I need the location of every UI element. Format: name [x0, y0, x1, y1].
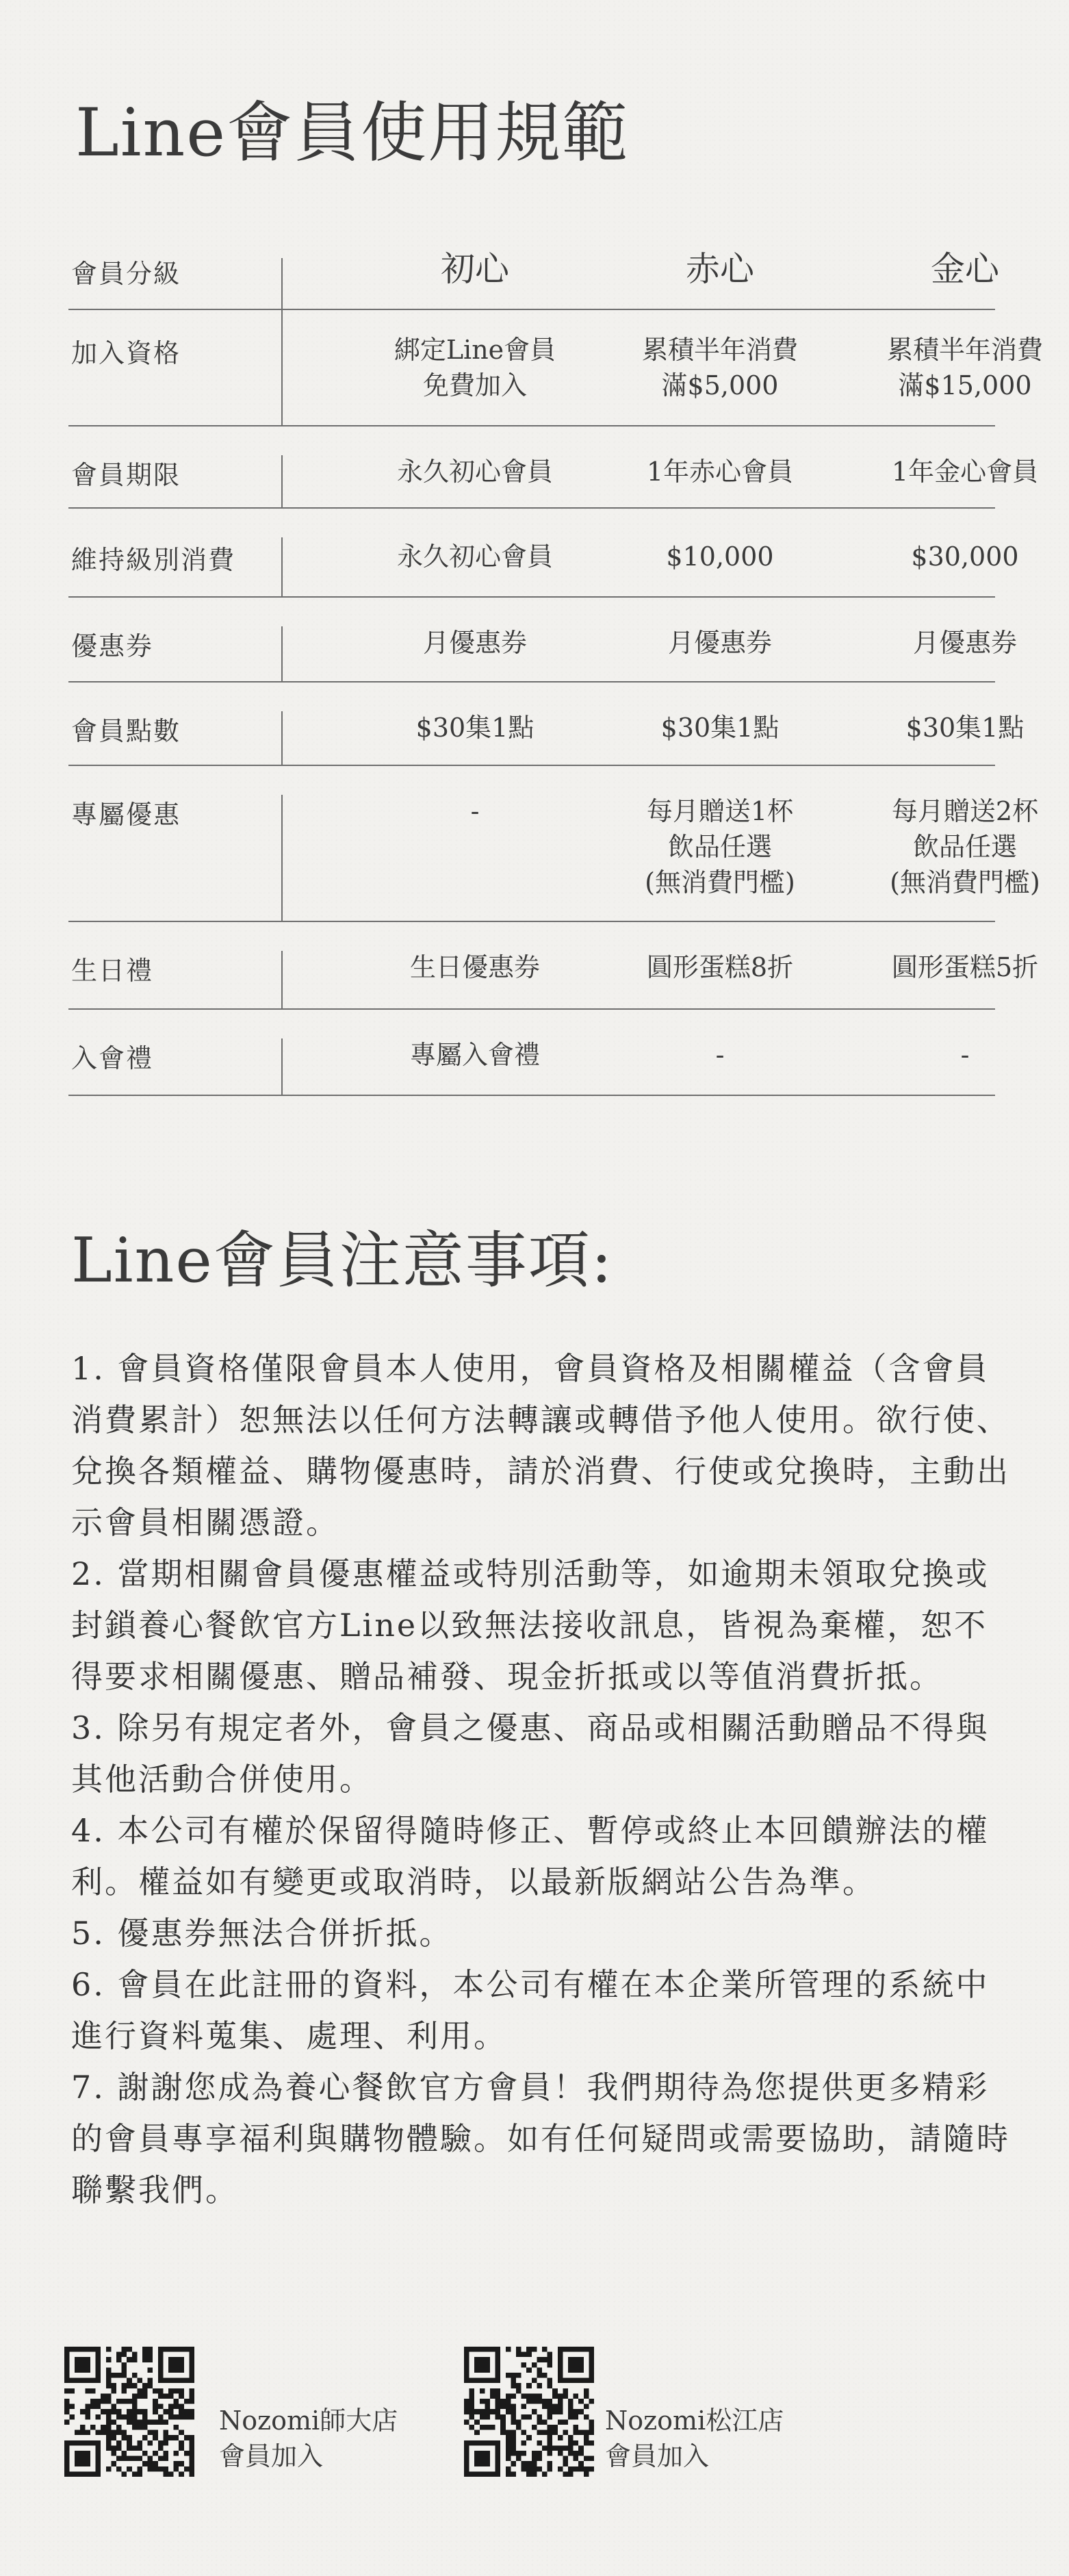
table-header-row [68, 229, 999, 310]
tier-cell [597, 793, 843, 900]
tier-cell [842, 793, 1069, 900]
cell-line: (無消費門檻) [890, 867, 1040, 897]
store-name: Nozomi師大店 [219, 2406, 398, 2436]
qr-action: 會員加入 [605, 2441, 710, 2471]
tier-cell [842, 332, 1069, 403]
cell-line: 月優惠券 [667, 628, 772, 658]
membership-table [68, 229, 1043, 1096]
row-label: 會員點數 [71, 716, 181, 746]
note-item: 2. 當期相關會員優惠權益或特別活動等，如逾期未領取兌換或封鎖養心餐飲官方Line以致無法接收訊息，皆視為棄權，恕不得要求相關優惠、贈品補發、現金折抵或以等值消費折抵。 [71, 1555, 990, 1695]
page-title: Line會員使用規範 [75, 94, 630, 171]
tier-cell [352, 793, 598, 829]
notes-title: Line會員注意事項: [71, 1225, 614, 1297]
row-label: 優惠券 [71, 631, 154, 661]
cell-line: 永久初心會員 [396, 541, 553, 572]
cell-line: - [960, 1040, 970, 1070]
cell-line: 專屬入會禮 [409, 1040, 540, 1070]
note-item: 4. 本公司有權於保留得隨時修正、暫停或終止本回饋辦法的權利。權益如有變更或取消時，以最新版網站公告為準。 [71, 1812, 990, 1900]
tier-cell [597, 1037, 843, 1073]
tier-cell [352, 1037, 598, 1073]
qr-action: 會員加入 [219, 2441, 324, 2471]
tier-cell [597, 949, 843, 985]
table-row [68, 922, 1039, 1010]
note-item: 7. 謝謝您成為養心餐飲官方會員！我們期待為您提供更多精彩的會員專享福利與購物體驗。如有任何疑問或需要協助，請隨時聯繫我們。 [71, 2069, 1010, 2208]
tier-cell [597, 710, 843, 745]
cell-line: 滿$5,000 [661, 370, 779, 400]
cell-line: 1年赤心會員 [646, 457, 794, 487]
table-row [68, 426, 1039, 509]
cell-line: 免費加入 [422, 370, 527, 400]
note-item: 3. 除另有規定者外，會員之優惠、商品或相關活動贈品不得與其他活動合併使用。 [71, 1709, 990, 1798]
cell-line: 滿$15,000 [898, 370, 1032, 400]
row-label: 生日禮 [71, 956, 154, 986]
note-item: 5. 優惠券無法合併折抵。 [71, 1915, 453, 1952]
cell-line: 月優惠券 [422, 628, 527, 658]
cell-line: $10,000 [666, 541, 774, 572]
tier-cell [597, 454, 843, 489]
tier-cell [842, 949, 1069, 985]
qr-label [605, 2403, 784, 2474]
notes-list [71, 1343, 1013, 2216]
row-label: 入會禮 [71, 1043, 154, 1073]
tier-name: 赤心 [686, 249, 754, 289]
table-row [68, 310, 1043, 426]
cell-line: 月優惠券 [912, 628, 1017, 658]
tier-cell [842, 625, 1069, 661]
table-row [68, 766, 1040, 922]
cell-line: $30集1點 [415, 713, 534, 743]
tier-cell [352, 710, 598, 745]
row-label: 專屬優惠 [71, 800, 181, 830]
cell-line: 永久初心會員 [396, 457, 553, 487]
tier-cell [352, 949, 598, 985]
cell-line: 綁定Line會員 [394, 335, 556, 365]
cell-line: $30集1點 [660, 713, 780, 743]
row-label: 維持級別消費 [71, 545, 236, 575]
tier-cell [842, 454, 1069, 489]
cell-line: 圓形蛋糕8折 [646, 952, 794, 982]
cell-line: (無消費門檻) [645, 867, 795, 897]
table-row [68, 598, 1017, 683]
table-row [68, 683, 1025, 766]
cell-line: 生日優惠券 [409, 952, 540, 982]
tier-cell [842, 710, 1069, 745]
cell-line: 每月贈送1杯 [646, 796, 794, 826]
table-row [68, 509, 1019, 598]
tier-cell [597, 332, 843, 403]
row-label: 會員期限 [71, 460, 181, 490]
tier-header-label: 會員分級 [71, 259, 181, 289]
cell-line: 累積半年消費 [886, 335, 1043, 365]
qr-code-icon[interactable] [464, 2347, 594, 2477]
cell-line: - [470, 796, 480, 826]
cell-line: 圓形蛋糕5折 [891, 952, 1039, 982]
tier-cell [842, 1037, 1069, 1073]
note-item: 6. 會員在此註冊的資料，本公司有權在本企業所管理的系統中進行資料蒐集、處理、利用。 [71, 1966, 990, 2054]
tier-cell [352, 539, 598, 574]
tier-cell [352, 625, 598, 661]
tier-cell [352, 454, 598, 489]
cell-line: 1年金心會員 [891, 457, 1039, 487]
cell-line: $30,000 [911, 541, 1019, 572]
cell-line: 飲品任選 [667, 832, 772, 862]
tier-cell [842, 539, 1069, 574]
cell-line: - [715, 1040, 725, 1070]
cell-line: 每月贈送2杯 [891, 796, 1039, 826]
qr-code-icon[interactable] [64, 2347, 194, 2477]
cell-line: 飲品任選 [912, 832, 1017, 862]
tier-cell [352, 332, 598, 403]
table-row [68, 1010, 995, 1096]
row-label: 加入資格 [71, 338, 181, 368]
tier-cell [597, 625, 843, 661]
cell-line: $30集1點 [905, 713, 1025, 743]
tier-name: 金心 [931, 249, 999, 289]
store-name: Nozomi松江店 [605, 2406, 784, 2436]
cell-line: 累積半年消費 [641, 335, 798, 365]
qr-label [219, 2403, 398, 2474]
note-item: 1. 會員資格僅限會員本人使用，會員資格及相關權益（含會員消費累計）恕無法以任何方法轉讓或轉借予他人使用。欲行使、兌換各類權益、購物優惠時，請於消費、行使或兌換時，主動出示會員相關憑證。 [71, 1350, 1010, 1541]
tier-name: 初心 [441, 249, 509, 289]
tier-cell [597, 539, 843, 574]
